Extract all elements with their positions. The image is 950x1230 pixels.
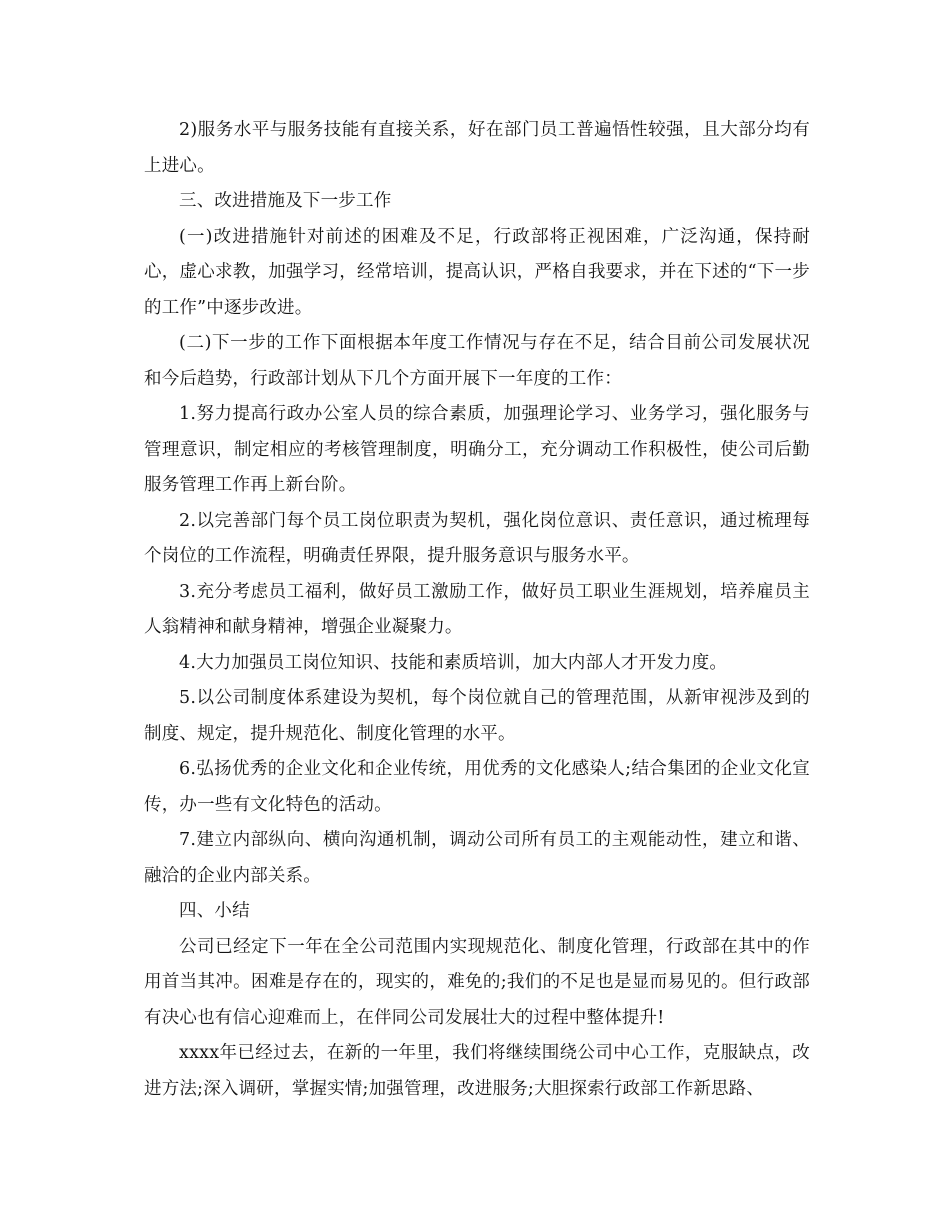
list-item-2: 2.以完善部门每个员工岗位职责为契机，强化岗位意识、责任意识，通过梳理每个岗位的工作流程，明确责任界限，提升服务意识与服务水平。 [144,510,810,566]
list-item-5: 5.以公司制度体系建设为契机，每个岗位就自己的管理范围，从新审视涉及到的制度、规定，提升规范化、制度化管理的水平。 [144,688,810,744]
paragraph-closing: xxxx年已经过去，在新的一年里，我们将继续围绕公司中心工作，克服缺点，改进方法;深入调研，掌握实情;加强管理，改进服务;大胆探索行政部工作新思路、 [144,1043,810,1099]
heading-improvement-measures: 三、改进措施及下一步工作 [179,191,392,211]
paragraph-summary: 公司已经定下一年在全公司范围内实现规范化、制度化管理，行政部在其中的作用首当其冲。困难是存在的，现实的，难免的;我们的不足也是显而易见的。但行政部有决心也有信心迎难而上，在伴同公司发展壮大的过程中整体提升! [144,936,810,1028]
heading-summary: 四、小结 [179,901,250,921]
paragraph-service-skills: 2)服务水平与服务技能有直接关系，好在部门员工普遍悟性较强，且大部分均有上进心。 [144,120,810,176]
list-item-3: 3.充分考虑员工福利，做好员工激励工作，做好员工职业生涯规划，培养雇员主人翁精神和献身精神，增强企业凝聚力。 [144,581,810,637]
list-item-4: 4.大力加强员工岗位知识、技能和素质培训，加大内部人才开发力度。 [179,652,728,673]
list-item-7: 7.建立内部纵向、横向沟通机制，调动公司所有员工的主观能动性，建立和谐、融洽的企业内部关系。 [144,830,810,886]
document-body [144,113,810,1107]
list-item-6: 6.弘扬优秀的企业文化和企业传统，用优秀的文化感染人;结合集团的企业文化宣传，办一些有文化特色的活动。 [144,759,810,815]
paragraph-improvement-measures: (一)改进措施针对前述的困难及不足，行政部将正视困难，广泛沟通，保持耐心，虚心求教，加强学习，经常培训，提高认识，严格自我要求，并在下述的“下一步的工作”中逐步改进。 [144,226,810,318]
list-item-1: 1.努力提高行政办公室人员的综合素质，加强理论学习、业务学习，强化服务与管理意识，制定相应的考核管理制度，明确分工，充分调动工作积极性，使公司后勤服务管理工作再上新台阶。 [144,404,810,495]
paragraph-next-steps: (二)下一步的工作下面根据本年度工作情况与存在不足，结合目前公司发展状况和今后趋势，行政部计划从下几个方面开展下一年度的工作： [144,333,810,389]
